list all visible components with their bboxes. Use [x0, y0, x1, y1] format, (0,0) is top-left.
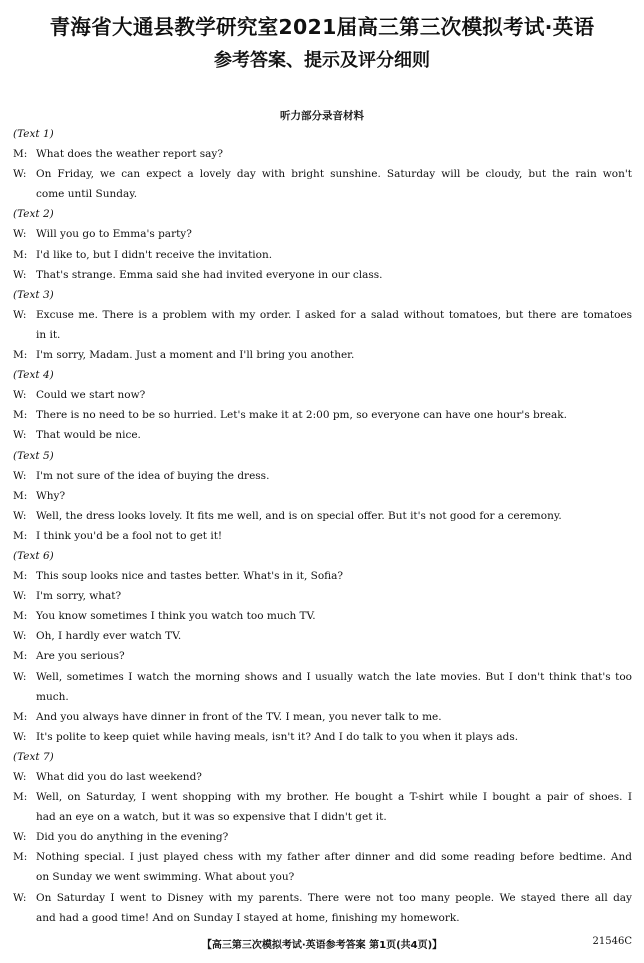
transcript-line [0, 506, 644, 526]
dialogue-text: That's strange. Emma said she had invited everyone in our class. [36, 268, 383, 281]
transcript-line [0, 144, 644, 164]
dialogue-text: I'd like to, but I didn't receive the invitation. [36, 248, 273, 261]
dialogue-text: It's polite to keep quiet while having meals, isn't it? And I do talk to you when it plays ads. [36, 730, 519, 743]
speaker-label: M: [13, 851, 28, 864]
transcript-line [0, 224, 644, 244]
transcript-line [0, 847, 644, 867]
speaker-label: W: [13, 670, 27, 683]
transcript-continuation [0, 184, 644, 204]
transcript-line [0, 787, 644, 807]
speaker-label: W: [13, 730, 27, 743]
dialogue-text: I'm sorry, Madam. Just a moment and I'll bring you another. [36, 349, 355, 362]
transcript-section-label [0, 365, 644, 385]
speaker-label: M: [13, 570, 28, 583]
transcript-continuation [0, 908, 644, 928]
transcript-section-label [0, 747, 644, 767]
transcript-line [0, 345, 644, 365]
transcript [0, 124, 644, 928]
document-subtitle: 参考答案、提示及评分细则 [214, 50, 430, 71]
transcript-line [0, 164, 644, 184]
transcript-line [0, 385, 644, 405]
dialogue-text: Did you do anything in the evening? [36, 831, 229, 844]
transcript-line [0, 265, 644, 285]
dialogue-text: on Sunday we went swimming. What about you? [36, 871, 295, 884]
transcript-line [0, 707, 644, 727]
text-label: (Text 5) [13, 449, 54, 462]
dialogue-text: in it. [36, 328, 61, 341]
text-label: (Text 6) [13, 549, 54, 562]
dialogue-text: come until Sunday. [36, 188, 138, 201]
dialogue-text: You know sometimes I think you watch too much TV. [36, 610, 316, 623]
text-label: (Text 4) [13, 369, 54, 382]
dialogue-text: There is no need to be so hurried. Let's make it at 2:00 pm, so everyone can have one hour's break. [36, 409, 567, 422]
transcript-line [0, 667, 644, 687]
dialogue-text: and had a good time! And on Sunday I stayed at home, finishing my homework. [36, 911, 460, 924]
speaker-label: M: [13, 610, 28, 623]
speaker-label: W: [13, 590, 27, 603]
speaker-label: W: [13, 268, 27, 281]
speaker-label: M: [13, 349, 28, 362]
transcript-line [0, 888, 644, 908]
dialogue-text: Excuse me. There is a problem with my order. I asked for a salad without tomatoes, but there are tomatoes [36, 308, 632, 321]
dialogue-text: That would be nice. [36, 429, 141, 442]
text-label: (Text 3) [13, 288, 54, 301]
dialogue-text: Why? [36, 489, 66, 502]
speaker-label: M: [13, 248, 28, 261]
page-footer [0, 934, 644, 954]
dialogue-text: Are you serious? [36, 650, 125, 663]
transcript-line [0, 586, 644, 606]
dialogue-text: On Friday, we can expect a lovely day with bright sunshine. Saturday will be cloudy, but the rain won't [36, 168, 632, 181]
dialogue-text: Could we start now? [36, 389, 146, 402]
text-label: (Text 2) [13, 208, 54, 221]
dialogue-text: had an eye on a watch, but it was so expensive that I didn't get it. [36, 811, 387, 824]
section-title: 听力部分录音材料 [280, 110, 364, 122]
text-label: (Text 7) [13, 750, 54, 763]
dialogue-text: Well, on Saturday, I went shopping with my brother. He bought a T-shirt while I bought a pair of shoes. I [36, 791, 632, 804]
footer-text: 【高三第三次模拟考试·英语参考答案 第1页(共4页)】 [201, 940, 443, 951]
dialogue-text: What does the weather report say? [36, 148, 223, 161]
speaker-label: W: [13, 228, 27, 241]
dialogue-text: much. [36, 690, 69, 703]
transcript-section-label [0, 204, 644, 224]
transcript-line [0, 305, 644, 325]
dialogue-text: Well, the dress looks lovely. It fits me well, and is on special offer. But it's not good for a ceremony. [36, 509, 562, 522]
speaker-label: W: [13, 630, 27, 643]
transcript-section-label [0, 546, 644, 566]
dialogue-text: I'm sorry, what? [36, 590, 122, 603]
speaker-label: W: [13, 429, 27, 442]
transcript-continuation [0, 867, 644, 887]
dialogue-text: I'm not sure of the idea of buying the dress. [36, 469, 270, 482]
speaker-label: M: [13, 650, 28, 663]
dialogue-text: Oh, I hardly ever watch TV. [36, 630, 182, 643]
speaker-label: M: [13, 409, 28, 422]
speaker-label: W: [13, 771, 27, 783]
dialogue-text: Well, sometimes I watch the morning shows and I usually watch the late movies. But I don't think that's too [36, 670, 632, 683]
speaker-label: M: [13, 148, 28, 161]
dialogue-text: Will you go to Emma's party? [36, 228, 192, 241]
transcript-line [0, 827, 644, 847]
transcript-line [0, 486, 644, 506]
dialogue-text: What did you do last weekend? [36, 771, 202, 783]
speaker-label: W: [13, 389, 27, 402]
transcript-line [0, 245, 644, 265]
speaker-label: W: [13, 168, 27, 181]
transcript-section-label [0, 285, 644, 305]
transcript-continuation [0, 687, 644, 707]
transcript-continuation [0, 807, 644, 827]
transcript-line [0, 626, 644, 646]
dialogue-text: And you always have dinner in front of the TV. I mean, you never talk to me. [36, 710, 442, 723]
transcript-line [0, 405, 644, 425]
transcript-line [0, 606, 644, 626]
transcript-line [0, 526, 644, 546]
speaker-label: W: [13, 891, 27, 904]
text-label: (Text 1) [13, 128, 54, 140]
speaker-label: M: [13, 529, 28, 542]
document-title: 青海省大通县教学研究室2021届高三第三次模拟考试·英语 [49, 15, 595, 39]
transcript-line [0, 646, 644, 666]
transcript-continuation [0, 325, 644, 345]
speaker-label: W: [13, 509, 27, 522]
speaker-label: M: [13, 489, 28, 502]
transcript-line [0, 566, 644, 586]
speaker-label: W: [13, 831, 27, 844]
speaker-label: M: [13, 710, 28, 723]
transcript-line [0, 767, 644, 787]
transcript-section-label [0, 124, 644, 144]
dialogue-text: I think you'd be a fool not to get it! [36, 529, 223, 542]
transcript-line [0, 727, 644, 747]
transcript-section-label [0, 446, 644, 466]
speaker-label: W: [13, 308, 27, 321]
speaker-label: W: [13, 469, 27, 482]
dialogue-text: This soup looks nice and tastes better. What's in it, Sofia? [36, 570, 344, 583]
transcript-line [0, 466, 644, 486]
dialogue-text: Nothing special. I just played chess with my father after dinner and did some reading before bedtime. And [36, 851, 632, 864]
transcript-line [0, 425, 644, 445]
dialogue-text: On Saturday I went to Disney with my parents. There were not too many people. We stayed there all day [36, 891, 632, 904]
footer-code: 21546C [592, 936, 632, 947]
speaker-label: M: [13, 791, 28, 804]
